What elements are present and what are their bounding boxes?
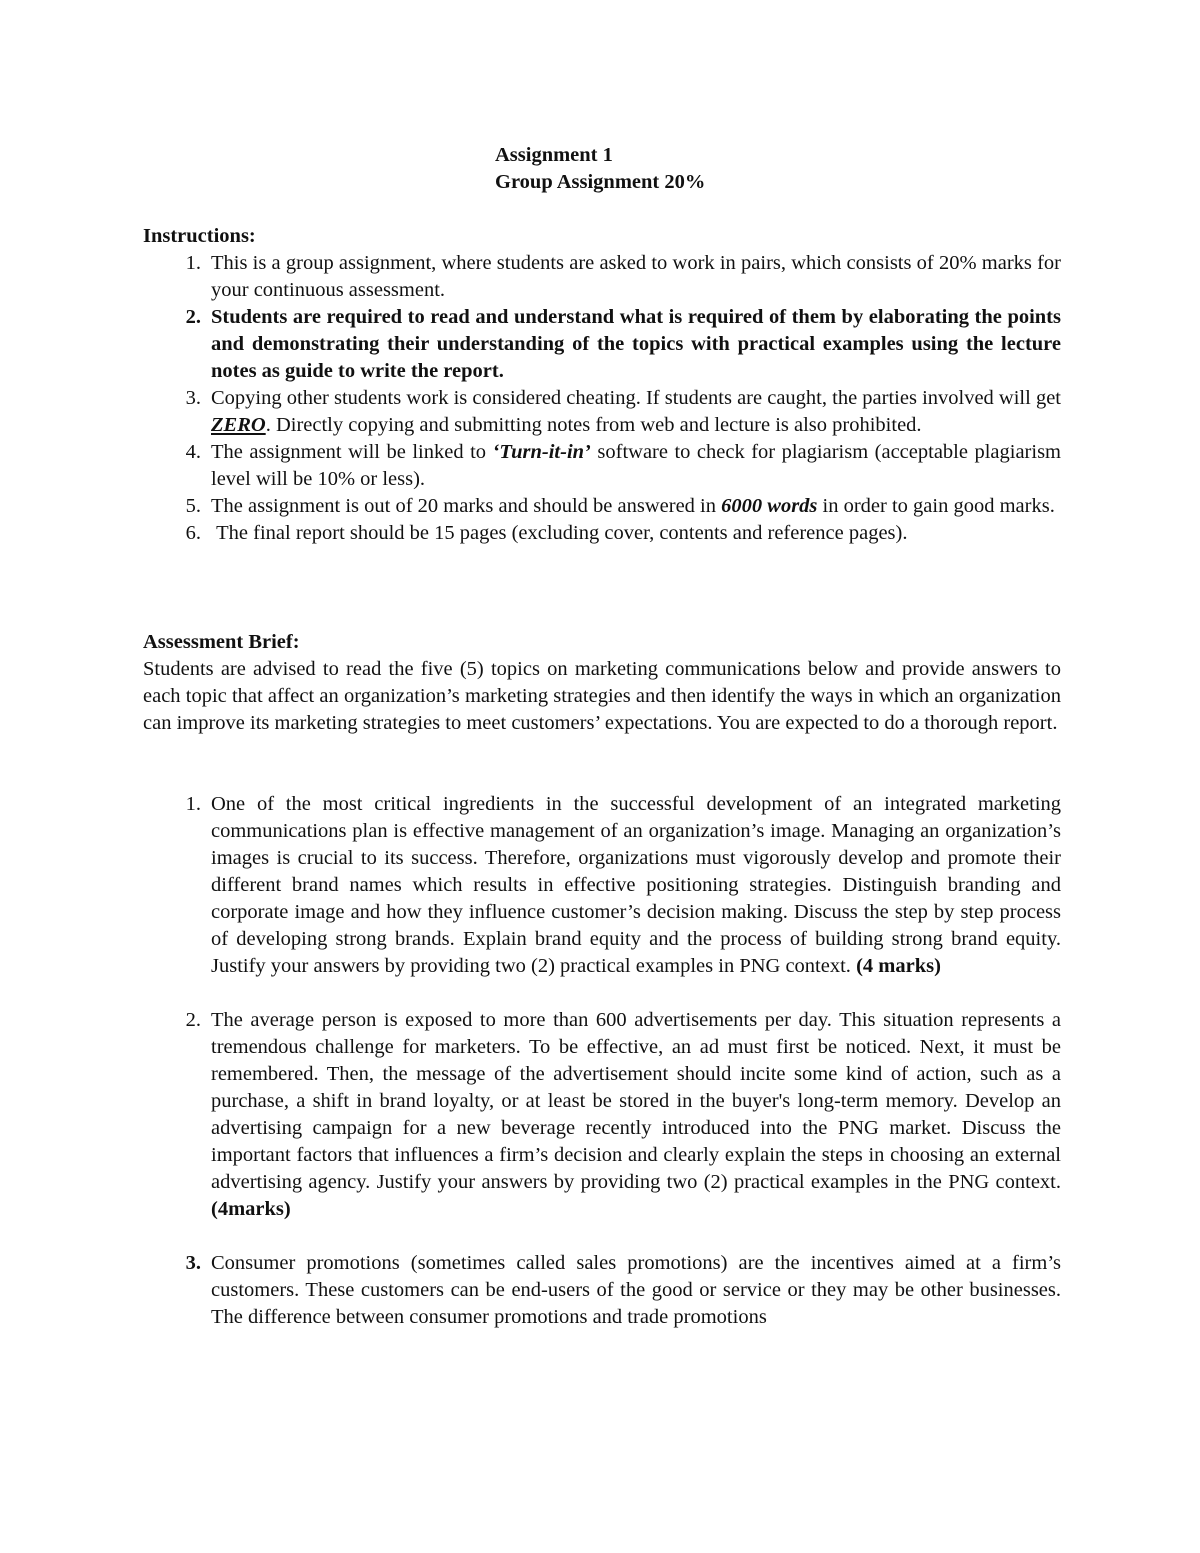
title-block (495, 142, 705, 196)
question-marks: (4marks) (211, 1198, 291, 1220)
question-number: 3. (185, 1252, 201, 1274)
instruction-item (143, 385, 1061, 439)
questions-list (143, 791, 1061, 1331)
instruction-item (143, 520, 1061, 547)
assessment-intro: Students are advised to read the five (5) topics on marketing communications below and provide answers to each topic that affect an organization’s marketing strategies and then identify the ways in which an organization can improve its marketing strategies to meet customers’ expectations. You are expected to do a thorough report. (143, 658, 1061, 734)
question-number: 2. (185, 1009, 201, 1031)
instructions-heading: Instructions: (143, 225, 256, 247)
instruction-item (143, 304, 1061, 385)
question-text: The average person is exposed to more than 600 advertisements per day. This situation represents a tremendous challenge for marketers. To be effective, an ad must first be noticed. Next, it must be remembered. Then, the message of the advertisement should incite some kind of action, such as a purchase, a shift in brand loyalty, or at least be stored in the buyer's long-term memory. Develop an advertising campaign for a new beverage recently introduced into the PNG market. Discuss the important factors that influences a firm’s decision and clearly explain the steps in choosing an external advertising agency. Justify your answers by providing two (2) practical examples in the PNG context. (4marks) (211, 1009, 1061, 1220)
instruction-number: 4. (185, 441, 201, 463)
instruction-item (143, 493, 1061, 520)
instructions-list (143, 250, 1061, 547)
instruction-text: The final report should be 15 pages (excluding cover, contents and reference pages). (211, 522, 908, 544)
assessment-heading: Assessment Brief: (143, 631, 300, 653)
instruction-number: 5. (185, 495, 201, 517)
question-marks: (4 marks) (856, 955, 941, 977)
instruction-number: 6. (185, 522, 201, 544)
instruction-text: The assignment will be linked to ‘Turn-it-in’ software to check for plagiarism (acceptable plagiarism level will be 10% or less). (211, 441, 1061, 490)
assignment-subtitle: Group Assignment 20% (495, 171, 706, 193)
zero-emphasis: ZERO (211, 414, 266, 436)
instruction-item (143, 250, 1061, 304)
question-item (143, 791, 1061, 980)
instruction-text: Copying other students work is considered cheating. If students are caught, the parties involved will get ZERO. Directly copying and submitting notes from web and lecture is also prohibited. (211, 387, 1061, 436)
instruction-number: 2. (185, 306, 201, 328)
instruction-item (143, 439, 1061, 493)
turnitin-emphasis: ‘Turn-it-in’ (492, 441, 591, 463)
question-number: 1. (185, 793, 201, 815)
word-count-emphasis: 6000 words (721, 495, 818, 517)
question-item (143, 1250, 1061, 1331)
question-text: Consumer promotions (sometimes called sales promotions) are the incentives aimed at a firm’s customers. These customers can be end-users of the good or service or they may be other businesses. The difference between consumer promotions and trade promotions (211, 1252, 1061, 1328)
instruction-text: The assignment is out of 20 marks and should be answered in 6000 words in order to gain good marks. (211, 495, 1055, 517)
question-item (143, 1007, 1061, 1223)
instruction-text: This is a group assignment, where students are asked to work in pairs, which consists of 20% marks for your continuous assessment. (211, 252, 1061, 301)
assignment-title: Assignment 1 (495, 144, 613, 166)
instruction-text: Students are required to read and understand what is required of them by elaborating the points and demonstrating their understanding of the topics with practical examples using the lecture notes as guide to write the report. (211, 306, 1061, 382)
instruction-number: 3. (185, 387, 201, 409)
question-text: One of the most critical ingredients in the successful development of an integrated marketing communications plan is effective management of an organization’s image. Managing an organization’s images is crucial to its success. Therefore, organizations must vigorously develop and promote their different brand names which results in effective positioning strategies. Distinguish branding and corporate image and how they influence customer’s decision making. Discuss the step by step process of developing strong brands. Explain brand equity and the process of building strong brand equity. Justify your answers by providing two (2) practical examples in PNG context. (4 marks) (211, 793, 1061, 977)
instruction-number: 1. (185, 252, 201, 274)
